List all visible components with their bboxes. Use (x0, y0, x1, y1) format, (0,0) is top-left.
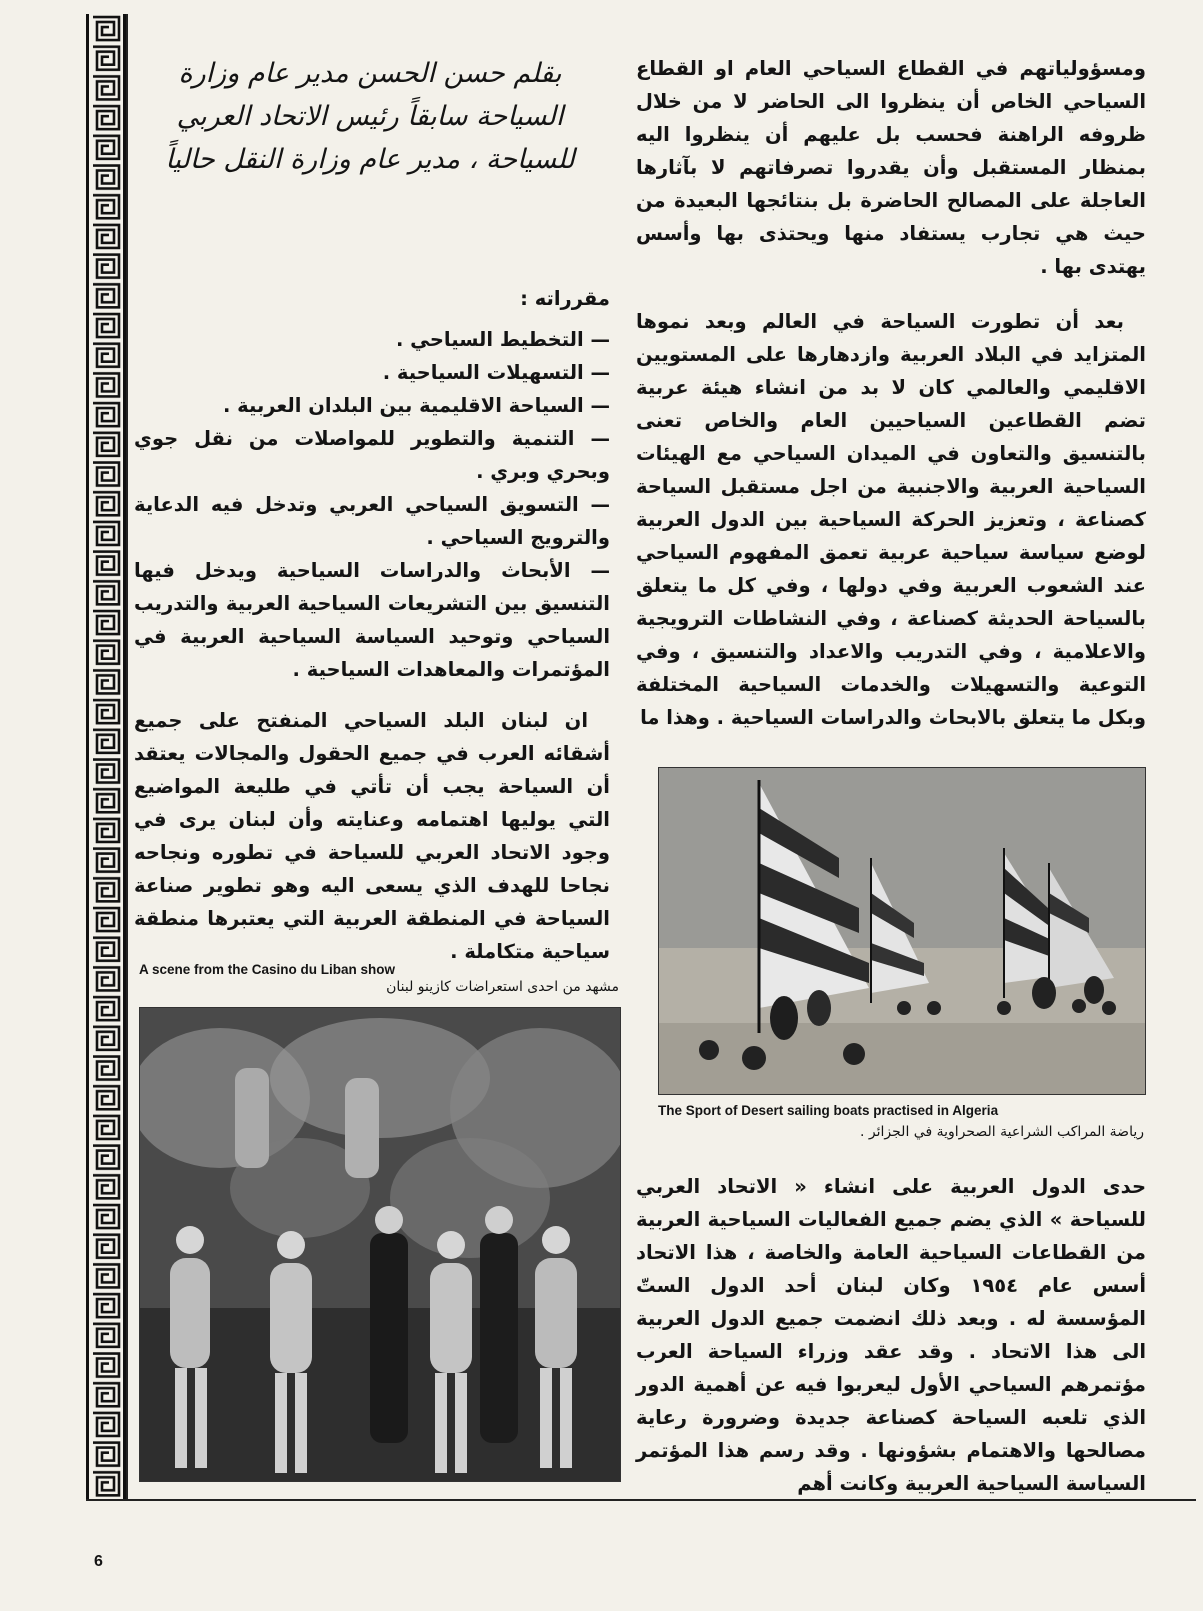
list-item: — السياحة الاقليمية بين البلدان العربية . (134, 389, 610, 422)
list-item: — التسهيلات السياحية . (134, 356, 610, 389)
sailing-caption-arabic: رياضة المراكب الشراعية الصحراوية في الجزائر . (860, 1124, 1144, 1140)
paragraph-responsibilities: ومسؤولياتهم في القطاع السياحي العام او القطاع السياحي الخاص أن ينظروا الى الحاضر لا من خلال ظروفه الراهنة فحسب بل عليهم أن ينظروا اليه بمنظار المستقبل وأن يقدروا تصرفاتهم لا بآثارها العاجلة على المصالح الحاضرة بل بنتائجها البعيدة من حيث هي تجارب يستفاد منها ويحتذى بها وأسس يهتدى بها . (636, 57, 1146, 278)
desert-sailing-photo (658, 767, 1146, 1095)
list-item: — التخطيط السياحي . (134, 323, 610, 356)
greek-key-pattern (89, 14, 123, 1499)
list-item: — الأبحاث والدراسات السياحية ويدخل فيها التنسيق بين التشريعات السياحية العربية والتدريب السياحي وتوحيد السياسة السياحية العربية في المؤتمرات والمعاهدات السياحية . (134, 554, 610, 686)
casino-show-photo (139, 1007, 621, 1482)
list-item: — التنمية والتطوير للمواصلات من نقل جوي وبحري وبري . (134, 422, 610, 488)
author-byline: بقلم حسن الحسن مدير عام وزارة السياحة سابقاً رئيس الاتحاد العربي للسياحة ، مدير عام وزارة النقل حالياً (165, 58, 575, 175)
left-column (134, 282, 610, 968)
casino-caption-arabic: مشهد من احدى استعراضات كازينو لبنان (386, 979, 619, 995)
greek-key-border (86, 14, 126, 1499)
right-column-top (636, 52, 1146, 734)
paragraph-union-history: حدى الدول العربية على انشاء « الاتحاد العربي للسياحة » الذي يضم جميع الفعاليات السياحية العربية من القطاعات السياحية العامة والخاصة ، هذا الاتحاد أسس عام ١٩٥٤ وكان لبنان أحد الدول الستّ المؤسسة له . وبعد ذلك انضمت جميع الدول العربية الى هذا الاتحاد . وقد عقد وزراء السياحة العرب مؤتمرهم السياحي الأول ليعربوا فيه عن أهمية الدور الذي تلعبه السياحة كصناعة جديدة وضرورة رعاية مصالحها والاهتمام بشؤونها . وقد رسم هذا المؤتمر السياسة السياحية العربية وكانت أهم (636, 1175, 1147, 1495)
resolutions-intro: مقرراته : (520, 287, 610, 310)
resolutions-list (134, 323, 610, 686)
desert-sailing-illustration (659, 768, 1145, 1094)
list-item: — التسويق السياحي العربي وتدخل فيه الدعاية والترويج السياحي . (134, 488, 610, 554)
paragraph-lebanon: ان لبنان البلد السياحي المنفتح على جميع أشقائه العرب في جميع الحقول والمجالات يعتقد أن السياحة يجب أن تأتي في طليعة المواضيع التي يوليها اهتمامه وعنايته وأن لبنان يرى في وجود الاتحاد العربي للسياحة في تطوره ونجاحه نجاحا للهدف الذي يسعى اليه وهو تطوير صناعة السياحة في المنطقة العربية التي يعتبرها منطقة سياحية متكاملة . (134, 709, 610, 963)
sailing-caption (658, 1103, 1144, 1140)
right-column-bottom (636, 1170, 1146, 1500)
casino-show-illustration (140, 1008, 620, 1481)
sailing-caption-english: The Sport of Desert sailing boats practised in Algeria (658, 1103, 999, 1118)
paragraph-union-founding: بعد أن تطورت السياحة في العالم وبعد نموها المتزايد في البلاد العربية وازدهارها على المستويين الاقليمي والعالمي كان لا بد من انشاء هيئة عربية تضم القطاعين السياحيين العام والخاص تعنى بالتنسيق والتعاون في الميدان السياحي مع الهيئات السياحية العربية والاجنبية من اجل مستقبل السياحة كصناعة ، وتعزيز الحركة السياحية بين الدول العربية لوضع سياسة سياحية عربية تعمق المفهوم السياحي عند الشعوب العربية وفي دولها ، وفي كل ما يتعلق بالسياحة الحديثة كصناعة ، وفي النشاطات الترويجية والاعلامية ، وفي التدريب والاعداد والتنسيق ، وفي التوعية والتسهيلات والخدمات السياحية المختلفة وبكل ما يتعلق بالابحاث والدراسات السياحية . وهذا ما (636, 310, 1146, 729)
page-number: 6 (94, 1553, 103, 1570)
casino-caption-english: A scene from the Casino du Liban show (139, 962, 396, 977)
casino-caption (139, 962, 619, 995)
vertical-rule (126, 14, 128, 1499)
